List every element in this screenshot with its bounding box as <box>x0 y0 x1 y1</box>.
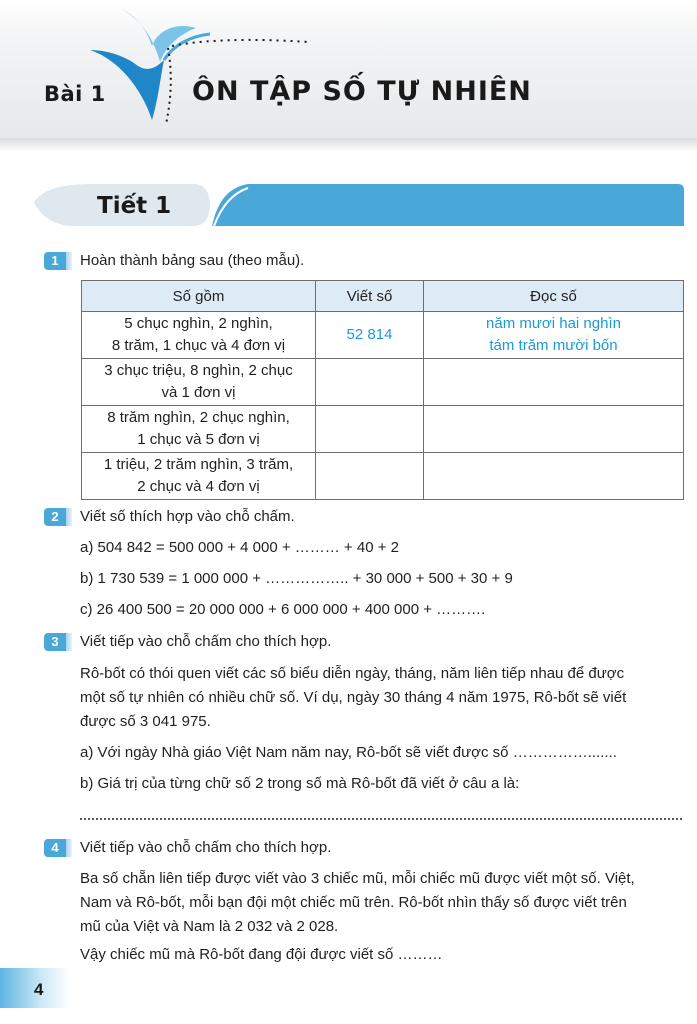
table-row <box>82 312 684 359</box>
answer-cell <box>424 312 684 359</box>
answer-cell[interactable] <box>316 359 424 406</box>
table-cell <box>82 406 316 453</box>
answer-cell[interactable] <box>316 406 424 453</box>
table-cell <box>82 359 316 406</box>
cell-line: 2 chục và 4 đơn vị <box>137 478 260 495</box>
cell-line: 3 chục triệu, 8 nghìn, 2 chục <box>104 362 293 379</box>
answer-cell[interactable] <box>424 453 684 500</box>
paragraph-line: Rô-bốt có thói quen viết các số biểu diễn ngày, tháng, năm liên tiếp nhau để được <box>80 665 625 682</box>
column-header: Viết số <box>316 281 424 312</box>
answer-cell[interactable] <box>424 359 684 406</box>
cell-line: và 1 đơn vị <box>161 384 236 401</box>
exercise-instruction: Hoàn thành bảng sau (theo mẫu). <box>80 252 305 269</box>
exercise-instruction: Viết tiếp vào chỗ chấm cho thích hợp. <box>80 633 332 650</box>
table-row <box>82 406 684 453</box>
table-cell <box>82 453 316 500</box>
place-value-table <box>81 280 684 500</box>
table-header-row <box>82 281 684 312</box>
exercise-number-badge: 3 <box>44 633 66 651</box>
header-decoration <box>80 0 310 150</box>
section-title: Tiết 1 <box>97 193 172 219</box>
lesson-label: Bài 1 <box>44 82 106 106</box>
lesson-title: ÔN TẬP SỐ TỰ NHIÊN <box>192 76 532 107</box>
page-number: 4 <box>34 980 44 999</box>
exercise-item-b: b) 1 730 539 = 1 000 000 + …………….. + 30 000 + 500 + 30 + 9 <box>80 570 513 587</box>
exercise-item-b: b) Giá trị của từng chữ số 2 trong số mà Rô-bốt đã viết ở câu a là: <box>80 775 520 792</box>
paragraph-line: Ba số chẵn liên tiếp được viết vào 3 chiếc mũ, mỗi chiếc mũ được viết một số. Việt, <box>80 870 635 887</box>
exercise-number-badge: 4 <box>44 839 66 857</box>
column-header: Đọc số <box>424 281 684 312</box>
cell-line: 1 chục và 5 đơn vị <box>137 431 260 448</box>
paragraph-line: được số 3 041 975. <box>80 713 211 730</box>
answer-dotted-line[interactable] <box>80 818 682 820</box>
table-row <box>82 359 684 406</box>
cell-line: 8 trăm nghìn, 2 chục nghìn, <box>107 409 290 426</box>
exercise-instruction: Viết số thích hợp vào chỗ chấm. <box>80 508 295 525</box>
column-header: Số gồm <box>82 281 316 312</box>
answer-cell[interactable] <box>316 453 424 500</box>
exercise-item-a: a) 504 842 = 500 000 + 4 000 + ……… + 40 + 2 <box>80 539 399 556</box>
table-cell <box>82 312 316 359</box>
exercise-instruction: Viết tiếp vào chỗ chấm cho thích hợp. <box>80 839 332 856</box>
paragraph-line: Nam và Rô-bốt, mỗi bạn đội một chiếc mũ trên. Rô-bốt nhìn thấy số được viết trên <box>80 894 627 911</box>
cell-line: năm mươi hai nghìn <box>486 315 621 332</box>
cell-line: 1 triệu, 2 trăm nghìn, 3 trăm, <box>103 456 294 473</box>
paragraph-line: một số tự nhiên có nhiều chữ số. Ví dụ, ngày 30 tháng 4 năm 1975, Rô-bốt sẽ viết <box>80 689 627 706</box>
answer-cell[interactable] <box>424 406 684 453</box>
table-row <box>82 453 684 500</box>
exercise-item-c: c) 26 400 500 = 20 000 000 + 6 000 000 + 400 000 + ………. <box>80 601 486 618</box>
exercise-item-a: a) Với ngày Nhà giáo Việt Nam năm nay, Rô-bốt sẽ viết được số ……………....... <box>80 744 617 761</box>
answer-cell: 52 814 <box>316 312 424 359</box>
cell-line: 5 chục nghìn, 2 nghìn, <box>124 315 273 332</box>
cell-line: 8 trăm, 1 chục và 4 đơn vị <box>111 337 286 354</box>
cell-line: tám trăm mười bốn <box>489 337 618 354</box>
exercise-number-badge: 1 <box>44 252 66 270</box>
paragraph-line: Vậy chiếc mũ mà Rô-bốt đang đội được viết số ……… <box>80 946 443 963</box>
exercise-number-badge: 2 <box>44 508 66 526</box>
paragraph-line: mũ của Việt và Nam là 2 032 và 2 028. <box>80 918 339 935</box>
